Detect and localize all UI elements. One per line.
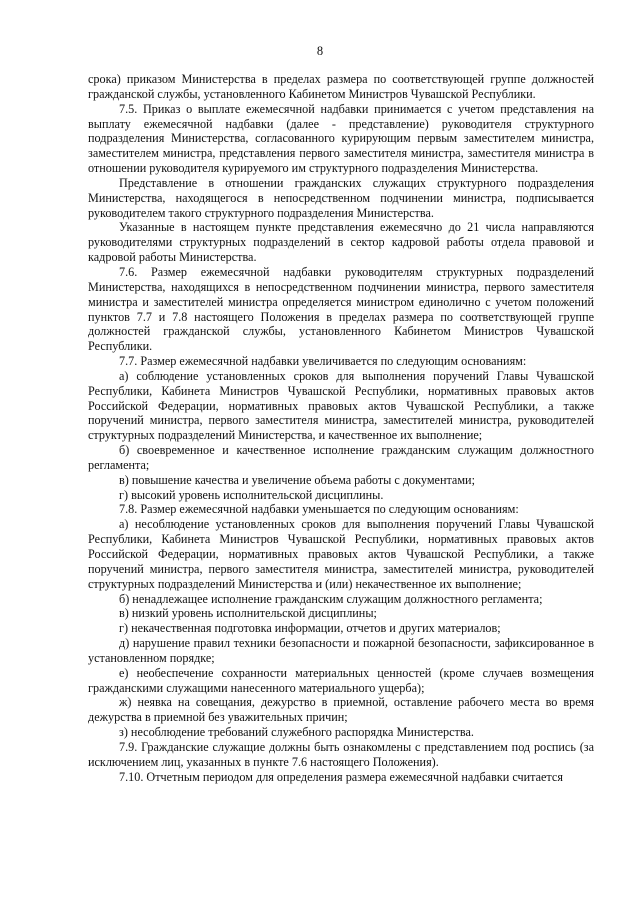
list-item-decrease-e: е) необеспечение сохранности материальных ценностей (кроме случаев возмещения гражданскими служащими нанесенного материального ущерба); <box>88 665 594 695</box>
list-item-increase-v: в) повышение качества и увеличение объема работы с документами; <box>119 472 475 487</box>
page-number: 8 <box>316 44 324 58</box>
paragraph-continuation: срока) приказом Министерства в пределах размера по соответствующей группе должностей гражданской службы, установленного Кабинетом Министров Чувашской Республики. <box>88 72 594 101</box>
paragraph-7-6: 7.6. Размер ежемесячной надбавки руководителям структурных подразделений Министерства, находящихся в непосредственном подчинении министра, первого заместителя министра и заместителей министра определяется министром единолично с учетом положений пунктов 7.7 и 7.8 настоящего Положения в пределах размера по соответствующей группе должностей гражданской службы, установленного Кабинетом Министров Чувашской Республики. <box>88 264 594 354</box>
list-item-decrease-a: а) несоблюдение установленных сроков для выполнения поручений Главы Чувашской Республики, Кабинета Министров Чувашской Республики, нормативных правовых актов Российской Федерации, нормативных правовых актов Чувашской Республики, а также поручений министра, первого заместителя министра, заместителей министра, руководителей структурных подразделений Министерства и (или) некачественное их выполнение; <box>88 517 594 591</box>
paragraph-7-9: 7.9. Гражданские служащие должны быть ознакомлены с представлением под роспись (за исключением лиц, указанных в пункте 7.6 настоящего Положения). <box>88 739 594 769</box>
list-item-decrease-g: г) некачественная подготовка информации, отчетов и других материалов; <box>119 621 501 636</box>
list-item-decrease-zh: ж) неявка на совещания, дежурство в приемной, оставление рабочего места во время дежурства в приемной без уважительных причин; <box>88 695 594 725</box>
paragraph-representation: Представление в отношении гражданских служащих структурного подразделения Министерства, находящегося в непосредственном подчинении министра, подписывается руководителем такого структурного подразделения Министерства. <box>88 175 594 220</box>
list-item-decrease-v: в) низкий уровень исполнительской дисциплины; <box>119 606 377 621</box>
list-item-increase-b: б) своевременное и качественное исполнение гражданским служащим должностного регламента; <box>88 443 594 472</box>
paragraph-7-8: 7.8. Размер ежемесячной надбавки уменьшается по следующим основаниям: <box>119 502 519 517</box>
list-item-decrease-z: з) несоблюдение требований служебного распорядка Министерства. <box>119 725 474 740</box>
document-body <box>88 72 594 785</box>
list-item-decrease-d: д) нарушение правил техники безопасности и пожарной безопасности, зафиксированное в установленном порядке; <box>88 636 594 665</box>
paragraph-7-7: 7.7. Размер ежемесячной надбавки увеличивается по следующим основаниям: <box>119 354 527 369</box>
list-item-increase-g: г) высокий уровень исполнительской дисциплины. <box>119 487 384 502</box>
paragraph-7-5: 7.5. Приказ о выплате ежемесячной надбавки принимается с учетом представления на выплату ежемесячной надбавки (далее - представление) руководителя структурного подразделения Министерства, согласованного курирующим первым заместителем министра, заместителем министра, представления первого заместителя министра, заместителя министра в отношении руководителя курируемого им структурного подразделения Министерства. <box>88 101 594 176</box>
list-item-decrease-b: б) ненадлежащее исполнение гражданским служащим должностного регламента; <box>119 591 543 606</box>
paragraph-deadline: Указанные в настоящем пункте представления ежемесячно до 21 числа направляются руководителями структурных подразделений в сектор кадровой работы отдела правовой и кадровой работы Министерства. <box>88 220 594 265</box>
paragraph-7-10: 7.10. Отчетным периодом для определения размера ежемесячной надбавки считается <box>119 769 563 784</box>
list-item-increase-a: а) соблюдение установленных сроков для выполнения поручений Главы Чувашской Республики, Кабинета Министров Чувашской Республики, нормативных правовых актов Российской Федерации, нормативных правовых актов Чувашской Республики, а также поручений министра, первого заместителя министра, заместителей министра, руководителей структурных подразделений Министерства, и качественное их выполнение; <box>88 368 594 443</box>
